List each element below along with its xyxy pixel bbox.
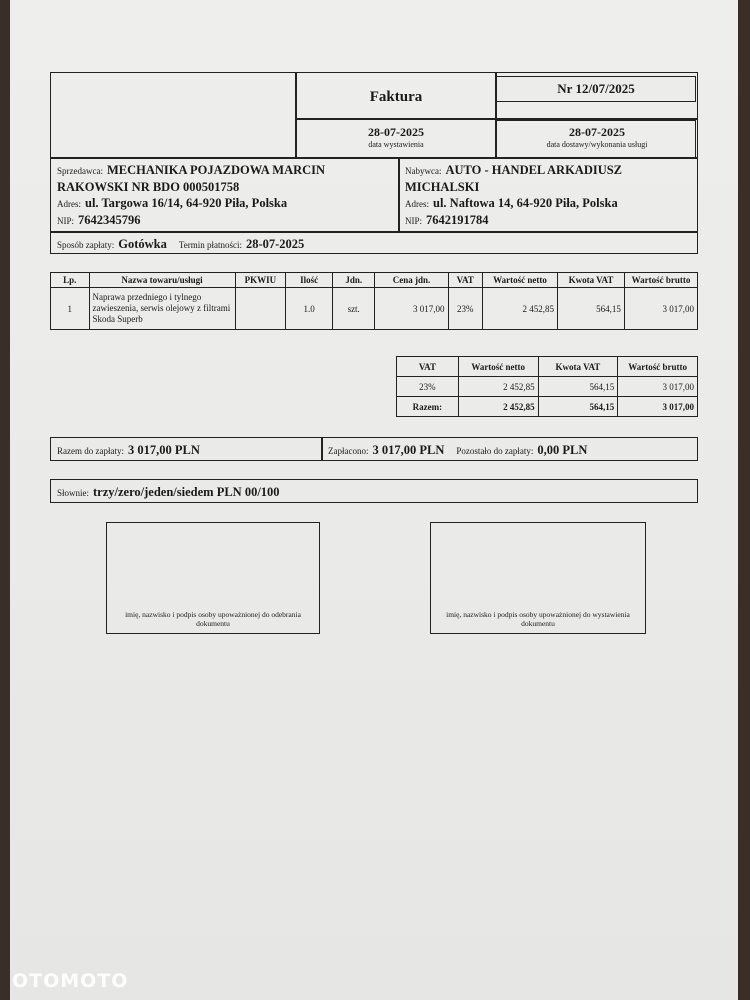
payment-method-label: Sposób zapłaty:	[57, 240, 115, 250]
vat-col-gross: Wartość brutto	[618, 357, 698, 377]
payment-method: Gotówka	[118, 237, 167, 251]
seller-section	[57, 162, 395, 229]
payment-block	[50, 232, 698, 254]
seller-address: ul. Targowa 16/14, 64-920 Piła, Polska	[85, 196, 288, 210]
vat-total-row	[397, 397, 698, 417]
parties-block	[50, 158, 698, 232]
item-lp: 1	[51, 288, 90, 330]
to-pay: 3 017,00 PLN	[127, 443, 200, 457]
col-qty: Ilość	[286, 273, 333, 288]
issuer-signature-caption: imię, nazwisko i podpis osoby upoważnionej do wystawienia dokumentu	[446, 610, 630, 628]
item-price: 3 017,00	[375, 288, 448, 330]
vat-rate: 23%	[397, 377, 459, 397]
col-unit: Jdn.	[332, 273, 375, 288]
buyer-address-label: Adres:	[405, 199, 429, 209]
buyer-address: ul. Naftowa 14, 64-920 Piła, Polska	[433, 196, 618, 210]
delivery-date: 28-07-2025	[569, 125, 625, 139]
amount-in-words-block	[50, 479, 698, 503]
vat-total-net: 2 452,85	[458, 397, 538, 417]
vat-total-label: Razem:	[397, 397, 459, 417]
seller-nip: 7642345796	[78, 213, 141, 227]
item-pkwiu	[235, 288, 286, 330]
buyer-nip: 7642191784	[426, 213, 489, 227]
vat-net: 2 452,85	[458, 377, 538, 397]
issuer-signature-box	[430, 522, 646, 634]
issue-date-label: data wystawienia	[368, 140, 424, 149]
col-vat-amount: Kwota VAT	[558, 273, 625, 288]
col-name: Nazwa towaru/usługi	[89, 273, 235, 288]
seller-nip-label: NIP:	[57, 216, 75, 226]
item-net: 2 452,85	[482, 288, 557, 330]
payment-due: 28-07-2025	[245, 237, 305, 251]
table-row	[51, 288, 698, 330]
item-vat: 23%	[448, 288, 482, 330]
issue-date: 28-07-2025	[368, 125, 424, 139]
vat-col-rate: VAT	[397, 357, 459, 377]
words-label: Słownie:	[57, 488, 90, 498]
paid-label: Zapłacono:	[328, 446, 369, 456]
invoice-number: Nr 12/07/2025	[557, 81, 635, 96]
remaining: 0,00 PLN	[537, 443, 588, 457]
col-net: Wartość netto	[482, 273, 557, 288]
vat-total-gross: 3 017,00	[618, 397, 698, 417]
item-vat-amount: 564,15	[558, 288, 625, 330]
issue-date-cell	[297, 125, 495, 149]
vat-col-net: Wartość netto	[458, 357, 538, 377]
item-unit: szt.	[332, 288, 375, 330]
table-row	[397, 377, 698, 397]
invoice-paper	[10, 0, 738, 1000]
item-gross: 3 017,00	[624, 288, 697, 330]
buyer-name-line1: AUTO - HANDEL ARKADIUSZ	[445, 163, 623, 177]
invoice-number-box	[496, 76, 696, 102]
receiver-signature-caption: imię, nazwisko i podpis osoby upoważnionej do odebrania dokumentu	[125, 610, 301, 628]
vat-summary-table	[396, 356, 698, 417]
item-name: Naprawa przedniego i tylnego zawieszenia, serwis olejowy z filtrami Skoda Superb	[89, 288, 235, 330]
vat-col-amount: Kwota VAT	[538, 357, 618, 377]
vat-amount: 564,15	[538, 377, 618, 397]
item-qty: 1.0	[286, 288, 333, 330]
paid: 3 017,00 PLN	[372, 443, 445, 457]
buyer-label: Nabywca:	[405, 166, 442, 176]
receiver-signature-box	[106, 522, 320, 634]
words-value: trzy/zero/jeden/siedem PLN 00/100	[93, 485, 280, 499]
col-gross: Wartość brutto	[624, 273, 697, 288]
totals-block	[50, 437, 698, 461]
seller-name-line2: RAKOWSKI NR BDO 000501758	[57, 180, 240, 194]
col-pkwiu: PKWIU	[235, 273, 286, 288]
delivery-date-label: data dostawy/wykonania usługi	[546, 140, 648, 149]
seller-name-line1: MECHANIKA POJAZDOWA MARCIN	[106, 163, 326, 177]
to-pay-label: Razem do zapłaty:	[57, 446, 124, 456]
payment-due-label: Termin płatności:	[178, 240, 242, 250]
vat-header-row	[397, 357, 698, 377]
items-header-row	[51, 273, 698, 288]
seller-label: Sprzedawca:	[57, 166, 103, 176]
buyer-section	[405, 162, 695, 229]
buyer-name-line2: MICHALSKI	[405, 180, 480, 194]
seller-address-label: Adres:	[57, 199, 81, 209]
delivery-date-box	[496, 120, 696, 158]
col-vat: VAT	[448, 273, 482, 288]
items-table	[50, 272, 698, 330]
document-title: Faktura	[369, 89, 423, 105]
otomoto-watermark: OTOMOTO	[12, 970, 129, 992]
vat-gross: 3 017,00	[618, 377, 698, 397]
buyer-nip-label: NIP:	[405, 216, 423, 226]
col-lp: Lp.	[51, 273, 90, 288]
col-price: Cena jdn.	[375, 273, 448, 288]
remaining-label: Pozostało do zapłaty:	[456, 446, 534, 456]
vat-total-amount: 564,15	[538, 397, 618, 417]
